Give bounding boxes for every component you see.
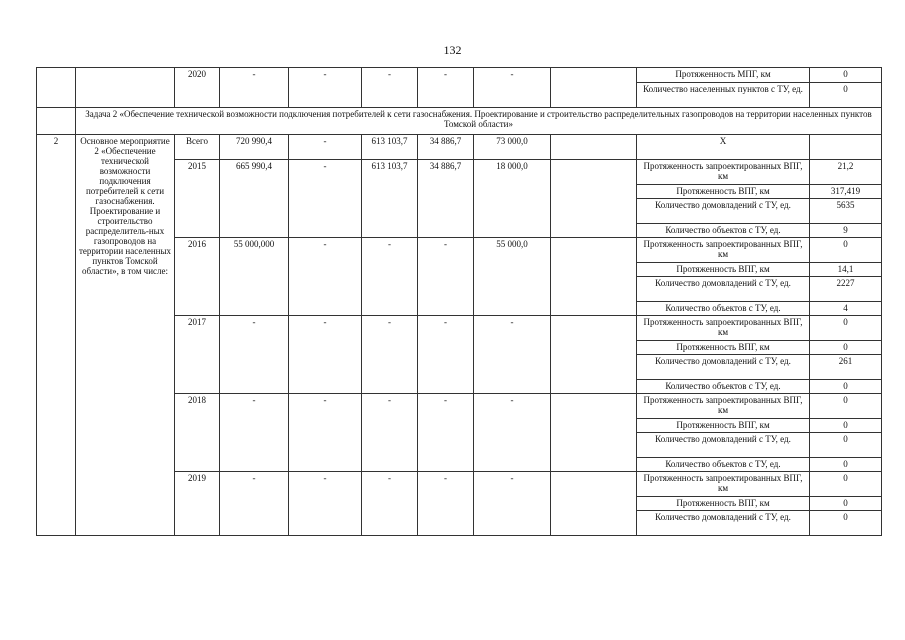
amount-cell: - xyxy=(418,472,474,536)
indicator-value: 0 xyxy=(810,68,882,83)
indicator-name: Количество домовладений с ТУ, ед. xyxy=(637,433,810,458)
indicator-value: 317,419 xyxy=(810,185,882,199)
blank-cell xyxy=(551,160,637,238)
amount-cell: 18 000,0 xyxy=(474,160,551,238)
amount-cell: - xyxy=(418,316,474,394)
indicator-name: Протяженность ВПГ, км xyxy=(637,263,810,277)
amount-cell: 665 990,4 xyxy=(220,160,289,238)
indicator-name: Количество домовладений с ТУ, ед. xyxy=(637,511,810,536)
amount-cell: 34 886,7 xyxy=(418,160,474,238)
amount-cell: - xyxy=(289,238,362,316)
amount-cell: - xyxy=(474,68,551,108)
page-number: 132 xyxy=(443,43,462,57)
amount-cell: - xyxy=(220,472,289,536)
indicator-name: Протяженность запроектированных ВПГ, км xyxy=(637,238,810,263)
amount-cell: - xyxy=(220,68,289,108)
amount-cell: - xyxy=(289,160,362,238)
indicator-value: 0 xyxy=(810,419,882,433)
indicator-name: Протяженность МПГ, км xyxy=(637,68,810,83)
year-cell: 2019 xyxy=(175,472,220,536)
indicator-name: Протяженность ВПГ, км xyxy=(637,497,810,511)
indicator-name: Количество объектов с ТУ, ед. xyxy=(637,458,810,472)
indicator-value: 5635 xyxy=(810,199,882,224)
indicator-name: Протяженность запроектированных ВПГ, км xyxy=(637,160,810,185)
indicator-value: 0 xyxy=(810,83,882,108)
blank-cell xyxy=(551,68,637,108)
amount-cell: 34 886,7 xyxy=(418,135,474,160)
amount-cell: 720 990,4 xyxy=(220,135,289,160)
indicator-value: 4 xyxy=(810,302,882,316)
indicator-name: Протяженность ВПГ, км xyxy=(637,341,810,355)
amount-cell: - xyxy=(474,394,551,472)
amount-cell: - xyxy=(220,316,289,394)
indicator-value: 0 xyxy=(810,238,882,263)
indicator-value: 0 xyxy=(810,458,882,472)
program-table xyxy=(36,67,882,536)
indicator-value: 14,1 xyxy=(810,263,882,277)
table-row xyxy=(37,135,882,160)
indicator-value: 0 xyxy=(810,511,882,536)
indicator-value: 21,2 xyxy=(810,160,882,185)
indicator-name: Протяженность запроектированных ВПГ, км xyxy=(637,316,810,341)
indicator-value: 2227 xyxy=(810,277,882,302)
indicator-name: Протяженность запроектированных ВПГ, км xyxy=(637,394,810,419)
amount-cell: - xyxy=(418,394,474,472)
indicator-name: Количество населенных пунктов с ТУ, ед. xyxy=(637,83,810,108)
indicator-value: 261 xyxy=(810,355,882,380)
table-row xyxy=(37,68,882,83)
amount-cell: 73 000,0 xyxy=(474,135,551,160)
amount-cell: 55 000,000 xyxy=(220,238,289,316)
amount-cell: - xyxy=(362,238,418,316)
indicator-name: Количество домовладений с ТУ, ед. xyxy=(637,199,810,224)
indicator-name: Протяженность ВПГ, км xyxy=(637,185,810,199)
indicator-value: 0 xyxy=(810,472,882,497)
measure-cell xyxy=(76,68,175,108)
indicator-value: 9 xyxy=(810,224,882,238)
blank-cell xyxy=(551,394,637,472)
indicator-name: Количество домовладений с ТУ, ед. xyxy=(637,355,810,380)
indicator-value: 0 xyxy=(810,316,882,341)
blank-cell xyxy=(551,135,637,160)
indicator-value: 0 xyxy=(810,380,882,394)
indicator-name: Количество объектов с ТУ, ед. xyxy=(637,302,810,316)
num-cell xyxy=(37,108,76,135)
indicator-value: 0 xyxy=(810,341,882,355)
amount-cell: - xyxy=(220,394,289,472)
amount-cell: - xyxy=(362,394,418,472)
year-cell: Всего xyxy=(175,135,220,160)
amount-cell: 613 103,7 xyxy=(362,160,418,238)
amount-cell: 613 103,7 xyxy=(362,135,418,160)
indicator-value: 0 xyxy=(810,394,882,419)
amount-cell: - xyxy=(362,472,418,536)
amount-cell: - xyxy=(289,68,362,108)
amount-cell: 55 000,0 xyxy=(474,238,551,316)
indicator-name: Протяженность ВПГ, км xyxy=(637,419,810,433)
indicator-name: Количество объектов с ТУ, ед. xyxy=(637,224,810,238)
blank-cell xyxy=(551,238,637,316)
year-cell: 2017 xyxy=(175,316,220,394)
blank-cell xyxy=(551,472,637,536)
measure-name: Основное мероприятие 2 «Обеспечение технической возможности подключения потребителей к сети газоснабжения. Проектирование и строительство распределитель-ных газопроводов на территории населенных пунктов Томской области», в том числе: xyxy=(76,135,175,536)
year-cell: 2016 xyxy=(175,238,220,316)
blank-cell xyxy=(551,316,637,394)
measure-number: 2 xyxy=(37,135,76,536)
amount-cell: - xyxy=(418,68,474,108)
amount-cell: - xyxy=(289,135,362,160)
indicator-value: 0 xyxy=(810,497,882,511)
amount-cell: - xyxy=(418,238,474,316)
indicator-value: 0 xyxy=(810,433,882,458)
num-cell xyxy=(37,68,76,108)
year-cell: 2020 xyxy=(175,68,220,108)
amount-cell: - xyxy=(474,316,551,394)
indicator-name: Количество объектов с ТУ, ед. xyxy=(637,380,810,394)
amount-cell: - xyxy=(289,394,362,472)
amount-cell: - xyxy=(474,472,551,536)
indicator-name: Протяженность запроектированных ВПГ, км xyxy=(637,472,810,497)
year-cell: 2018 xyxy=(175,394,220,472)
indicator-name: Х xyxy=(637,135,810,160)
indicator-name: Количество домовладений с ТУ, ед. xyxy=(637,277,810,302)
task-title: Задача 2 «Обеспечение технической возможности подключения потребителей к сети газоснабжения. Проектирование и строительство распределительных газопроводов на территории населенных пунктов Томской области» xyxy=(76,108,882,135)
amount-cell: - xyxy=(362,68,418,108)
amount-cell: - xyxy=(289,316,362,394)
task-row xyxy=(37,108,882,135)
amount-cell: - xyxy=(362,316,418,394)
table-body xyxy=(37,68,882,536)
year-cell: 2015 xyxy=(175,160,220,238)
indicator-value xyxy=(810,135,882,160)
amount-cell: - xyxy=(289,472,362,536)
